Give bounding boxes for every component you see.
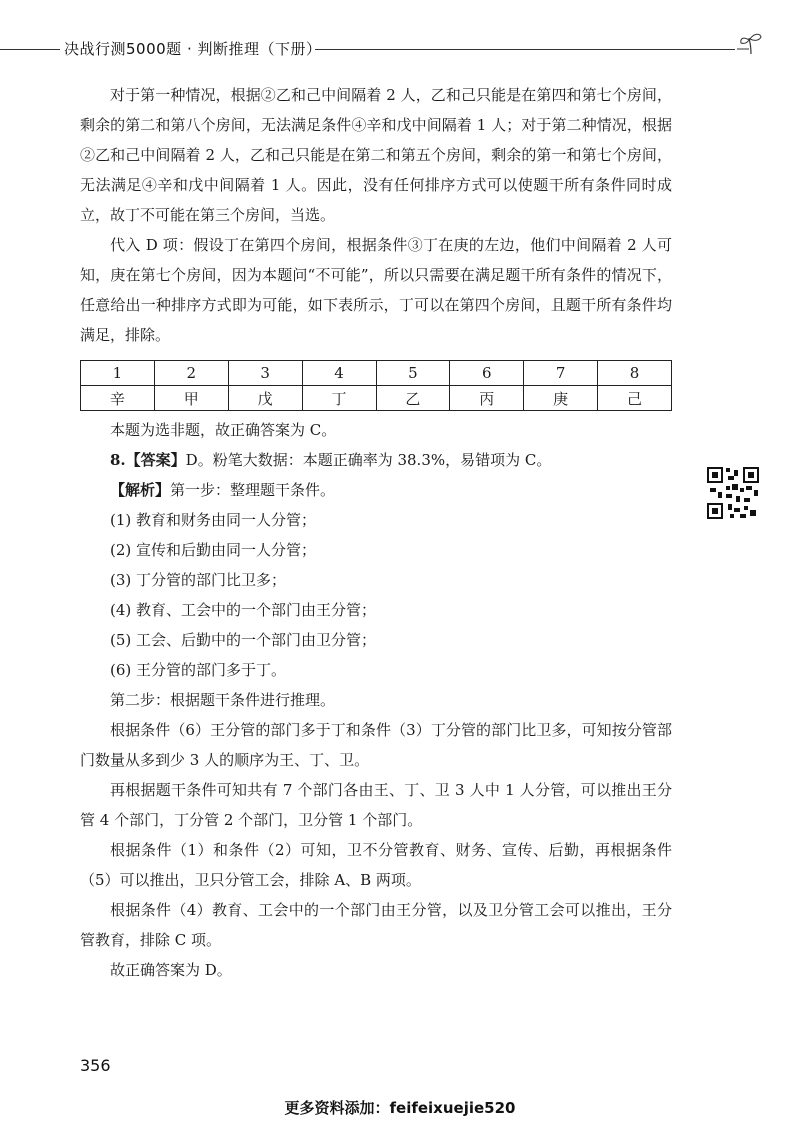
table-cell: 丙: [450, 386, 524, 411]
analysis-text: 第一步：整理题干条件。: [170, 481, 336, 499]
analysis-label: 【解析】: [110, 481, 171, 499]
table-cell: 己: [598, 386, 672, 411]
table-cell: 戊: [228, 386, 302, 411]
header-rule-right: [315, 49, 735, 50]
header-rule-left: [0, 49, 60, 50]
condition-1: (1) 教育和财务由同一人分管；: [110, 511, 317, 529]
table-cell: 7: [524, 361, 598, 386]
running-header: [0, 30, 800, 60]
conclusion-q7: 本题为选非题，故正确答案为 C。: [110, 421, 337, 439]
condition-5: (5) 工会、后勤中的一个部门由卫分管；: [110, 631, 377, 649]
answer-q8: [80, 445, 672, 475]
table-cell: 乙: [376, 386, 450, 411]
room-arrangement-table: [80, 360, 672, 411]
paragraph-counts: 再根据题干条件可知共有 7 个部门各由王、丁、卫 3 人中 1 人分管，可以推出王分管 4 个部门，丁分管 2 个部门，卫分管 1 个部门。: [80, 781, 672, 829]
table-row-numbers: [81, 361, 672, 386]
table-row-names: [81, 386, 672, 411]
page-body: [80, 80, 672, 985]
paragraph-exclude-c: 根据条件（4）教育、工会中的一个部门由王分管，以及卫分管工会可以推出，王分管教育，排除 C 项。: [80, 901, 672, 949]
table-cell: 3: [228, 361, 302, 386]
table-cell: 甲: [154, 386, 228, 411]
paragraph-option-d: 代入 D 项：假设丁在第四个房间，根据条件③丁在庚的左边，他们中间隔着 2 人可知，庚在第七个房间，因为本题问“不可能”，所以只需要在满足题干所有条件的情况下，任意给出一种排序方式即为可能，如下表所示，丁可以在第四个房间，且题干所有条件均满足，排除。: [80, 236, 672, 344]
table-cell: 8: [598, 361, 672, 386]
table-cell: 5: [376, 361, 450, 386]
book-title: 决战行测5000题 · 判断推理（下册）: [64, 40, 322, 58]
condition-6: (6) 王分管的部门多于丁。: [110, 661, 287, 679]
sprout-icon: [735, 30, 769, 58]
condition-2: (2) 宣传和后勤由同一人分管；: [110, 541, 317, 559]
answer-text: D。粉笔大数据：本题正确率为 38.3%，易错项为 C。: [185, 451, 552, 469]
table-cell: 6: [450, 361, 524, 386]
paragraph-exclude-ab: 根据条件（1）和条件（2）可知，卫不分管教育、财务、宣传、后勤，再根据条件（5）可以推出，卫只分管工会，排除 A、B 两项。: [80, 841, 672, 889]
paragraph-ranking: 根据条件（6）王分管的部门多于丁和条件（3）丁分管的部门比卫多，可知按分管部门数量从多到少 3 人的顺序为王、丁、卫。: [80, 721, 672, 769]
table-cell: 辛: [81, 386, 155, 411]
answer-label: 8.【答案】: [110, 451, 186, 469]
analysis-step1: [80, 475, 672, 505]
footer-contact-note: 更多资料添加：feifeixuejie520: [284, 1099, 516, 1117]
table-cell: 丁: [302, 386, 376, 411]
table-cell: 1: [81, 361, 155, 386]
condition-4: (4) 教育、工会中的一个部门由王分管；: [110, 601, 377, 619]
table-cell: 4: [302, 361, 376, 386]
condition-3: (3) 丁分管的部门比卫多；: [110, 571, 287, 589]
page-number: 356: [80, 1056, 111, 1075]
table-cell: 庚: [524, 386, 598, 411]
table-cell: 2: [154, 361, 228, 386]
qr-code-icon[interactable]: [706, 466, 760, 520]
paragraph-case-analysis: 对于第一种情况，根据②乙和己中间隔着 2 人，乙和己只能是在第四和第七个房间，剩余的第二和第八个房间，无法满足条件④辛和戊中间隔着 1 人；对于第二种情况，根据②乙和己中间隔着 2 人，乙和己只能是在第二和第五个房间，剩余的第一和第七个房间，无法满足④辛和戊中间隔着 1 人。因此，没有任何排序方式可以使题干所有条件同时成立，故丁不可能在第三个房间，当选。: [80, 86, 672, 224]
paragraph-final-answer: 故正确答案为 D。: [110, 961, 232, 979]
analysis-step2: 第二步：根据题干条件进行推理。: [110, 691, 336, 709]
